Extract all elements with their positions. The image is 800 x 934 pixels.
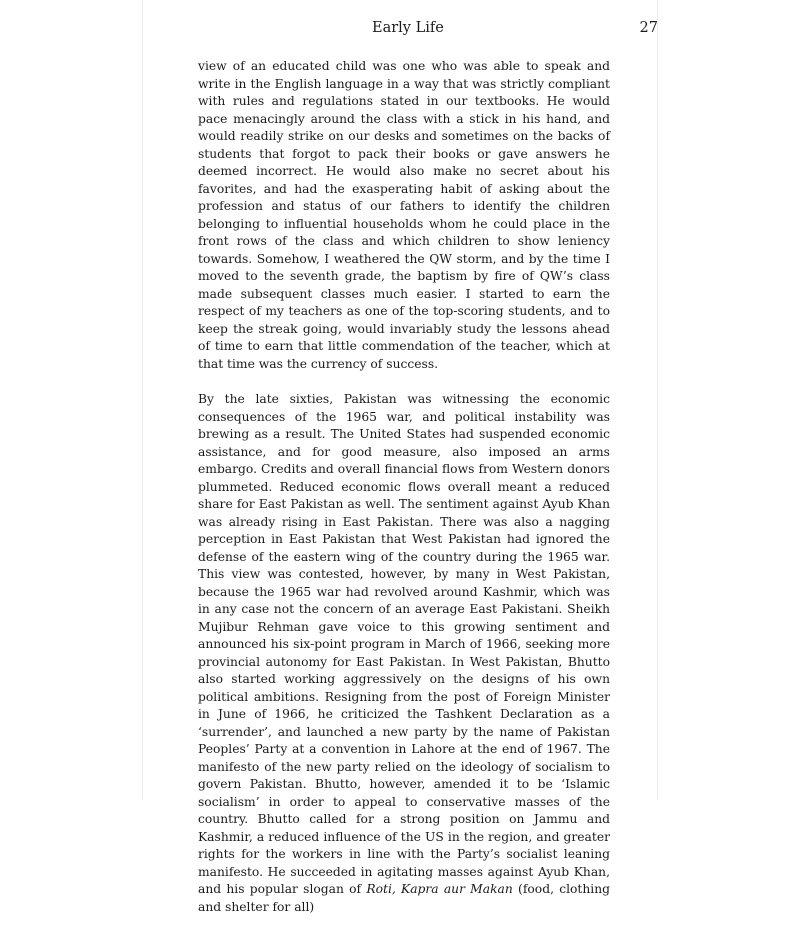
paragraph-2-text: By the late sixties, Pakistan was witnessing the economic consequences of the 1965 war, and political instability was brewing as a result. The United States had suspended economic assistance, and for good measure, also imposed an arms embargo. Credits and overall financial flows from Western donors plummeted. Reduced economic flows overall meant a reduced share for East Pakistan as well. The sentiment against Ayub Khan was already rising in East Pakistan. There was also a nagging perception in East Pakistan that West Pakistan had ignored the defense of the eastern wing of the country during the 1965 war. This view was contested, however, by many in West Pakistan, because the 1965 war had revolved around Kashmir, which was in any case not the concern of an average East Pakistani. Sheikh Mujibur Rehman gave voice to this growing sentiment and announced his six-point program in March of 1966, seeking more provincial autonomy for East Pakistan. In West Pakistan, Bhutto also started working aggressively on the designs of his own political ambitions. Resigning from the post of Foreign Minister in June of 1966, he criticized the Tashkent Declaration as a ‘surrender’, and launched a new party by the name of Pakistan Peoples’ Party at a convention in Lahore at the end of 1967. The manifesto of the new party relied on the ideology of socialism to govern Pakistan. Bhutto, however, amended it to be ‘Islamic socialism’ in order to appeal to conservative masses of the country. Bhutto called for a strong position on Jammu and Kashmir, a reduced influence of the US in the region, and greater rights for the workers in line with the Party’s socialist leaning manifesto. He succeeded in agitating masses against Ayub Khan, and his popular slogan of xyxy=(198,392,610,896)
paragraph-2-tail: (food, clothing and shelter for all) xyxy=(198,882,611,914)
page-number: 27 xyxy=(639,20,658,36)
paragraph-1: view of an educated child was one who was able to speak and write in the English language in a way that was strictly compliant with rules and regulations stated in our textbooks. He would pace menacingly around the class with a stick in his hand, and would readily strike on our desks and sometimes on the backs of students that forgot to pack their books or gave answers he deemed incorrect. He would also make no secret about his favorites, and had the exasperating habit of asking about the profession and status of our fathers to identify the children belonging to influential households whom he could place in the front rows of the class and which children to show leniency towards. Somehow, I weathered the QW storm, and by the time I moved to the seventh grade, the baptism by fire of QW’s class made subsequent classes much easier. I started to earn the respect of my teachers as one of the top-scoring students, and to keep the streak going, would invariably study the lessons ahead of time to earn that little commendation of the teacher, which at that time was the currency of success. xyxy=(198,59,610,371)
chapter-title: Early Life xyxy=(372,20,444,36)
slogan-italic: Roti, Kapra aur Makan xyxy=(366,882,513,896)
paragraph-2 xyxy=(198,391,610,916)
running-header xyxy=(198,20,658,44)
body-text xyxy=(198,58,610,934)
